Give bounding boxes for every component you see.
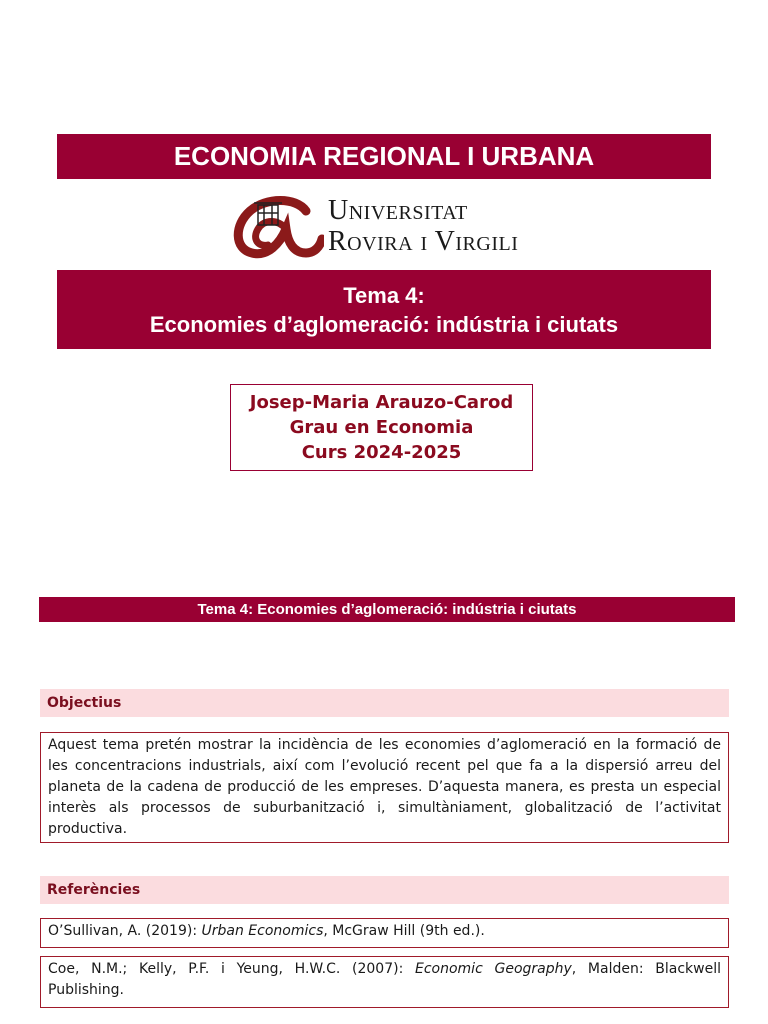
reference-publisher: , Malden: Blackwell Publishing. — [48, 961, 722, 998]
topic-number: Tema 4: — [343, 283, 425, 308]
objectives-label: Objectius — [40, 689, 729, 717]
reference-item — [40, 956, 729, 1008]
topic-title: Economies d’aglomeració: indústria i ciutats — [149, 312, 619, 337]
reference-authors: Coe, N.M.; Kelly, P.F. i Yeung, H.W.C. (2007): — [48, 961, 415, 977]
author-name: Josep-Maria Arauzo-Carod — [249, 392, 514, 413]
references-label: Referències — [40, 876, 729, 904]
reference-title: Urban Economics — [201, 923, 324, 939]
course-title: ECONOMIA REGIONAL I URBANA — [57, 134, 711, 179]
reference-publisher: , McGraw Hill (9th ed.). — [323, 923, 485, 939]
university-logo — [228, 193, 548, 259]
objectives-text: Aquest tema pretén mostrar la incidència de les economies d’aglomeració en la formació de les concentracions industrials, així com l’evolució recent pel que fa a la dispersió arreu del planeta de la cadena de producció de les empreses. D’aquesta manera, es presta un especial interès als processos de suburbanització i, simultàniament, globalització de l’activitat productiva. — [40, 732, 729, 843]
section-header: Tema 4: Economies d’aglomeració: indústria i ciutats — [39, 597, 735, 622]
author-box — [230, 384, 533, 471]
topic-banner — [57, 270, 711, 349]
reference-item — [40, 918, 729, 948]
logo-text-line1: Universitat — [328, 195, 468, 226]
university-mark-icon — [228, 193, 324, 259]
reference-title: Economic Geography — [415, 961, 572, 977]
degree-name: Grau en Economia — [289, 417, 474, 438]
logo-text-line2: Rovira i Virgili — [328, 226, 519, 257]
reference-authors: O’Sullivan, A. (2019): — [48, 923, 202, 939]
academic-year: Curs 2024-2025 — [301, 442, 462, 463]
